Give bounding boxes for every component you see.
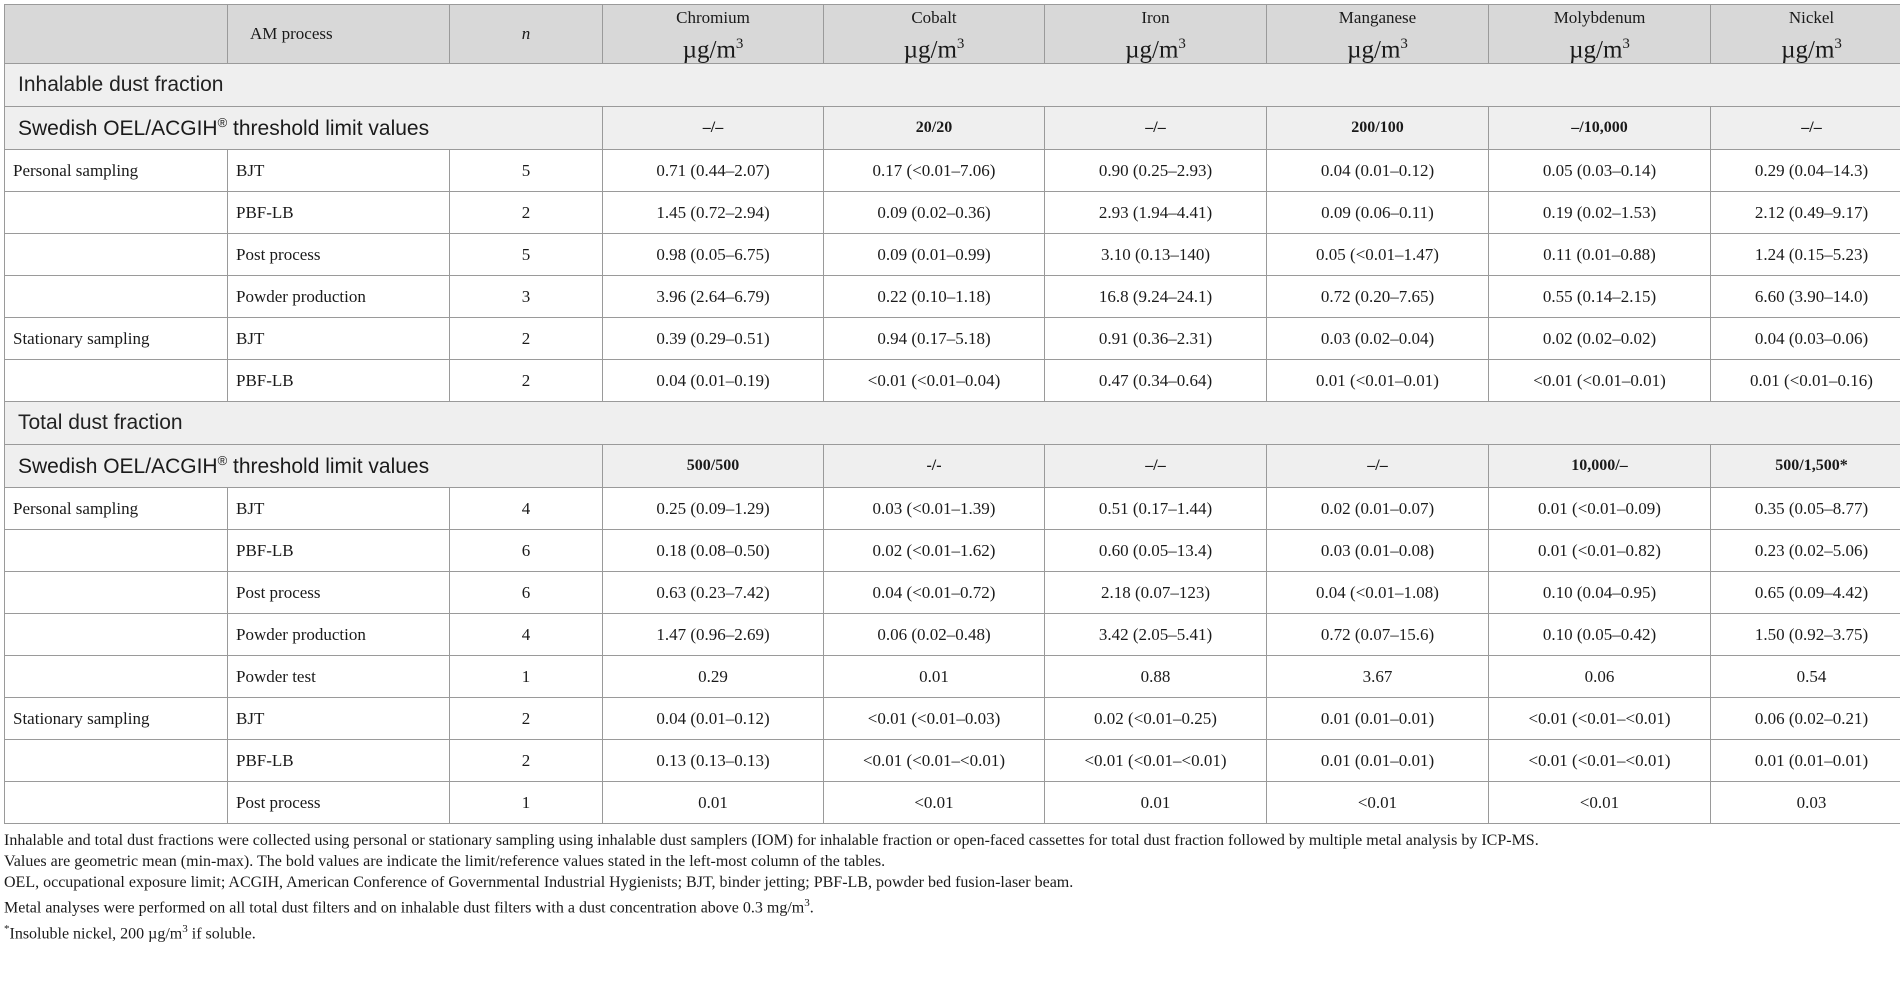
metal-value: 0.35 (0.05–8.77) [1711,488,1900,530]
header-row [5,5,1900,64]
table-row [5,150,1900,192]
table-row [5,572,1900,614]
metal-value: 0.05 (0.03–0.14) [1489,150,1711,192]
metal-value: 0.01 [824,656,1045,698]
header-metal-name: Molybdenum [1553,8,1646,27]
am-process: BJT [228,488,450,530]
metal-value: 3.42 (2.05–5.41) [1045,614,1267,656]
table-row [5,318,1900,360]
sampling-type: Personal sampling [5,488,228,530]
metal-value: <0.01 (<0.01–0.04) [824,360,1045,402]
metal-exposure-table [4,4,1900,824]
sample-count: 5 [450,150,603,192]
header-metal-name: Manganese [1338,8,1417,27]
metal-value: 1.50 (0.92–3.75) [1711,614,1900,656]
limit-label-text: Swedish OEL/ACGIH [18,455,218,479]
sampling-type: Stationary sampling [5,698,228,740]
table-row [5,698,1900,740]
metal-value: 0.01 (<0.01–0.09) [1489,488,1711,530]
metal-value: 2.12 (0.49–9.17) [1711,192,1900,234]
metal-value: 0.01 (0.01–0.01) [1267,740,1489,782]
table-row [5,276,1900,318]
metal-value: 0.17 (<0.01–7.06) [824,150,1045,192]
metal-value: 0.98 (0.05–6.75) [603,234,824,276]
header-empty [5,5,228,64]
metal-value: 0.03 [1711,782,1900,824]
footnote [4,872,1892,893]
metal-value: 1.47 (0.96–2.69) [603,614,824,656]
metal-value: 0.11 (0.01–0.88) [1489,234,1711,276]
header-n [450,5,603,64]
sampling-type [5,360,228,402]
footnote [4,919,1892,944]
am-process: BJT [228,150,450,192]
metal-value: 2.18 (0.07–123) [1045,572,1267,614]
footnote-text: OEL, occupational exposure limit; ACGIH, American Conference of Governmental Industrial Hygienists; BJT, binder jetting; PBF-LB, powder bed fusion-laser beam. [4,874,1074,892]
footnote-text: Inhalable and total dust fractions were collected using personal or stationary sampling using inhalable dust samplers (IOM) for inhalable fraction or open-faced cassettes for total dust fraction followed by multiple metal analysis by ICP-MS. [4,832,1539,850]
limit-value: –/– [603,107,824,150]
header-metal-unit: µg/m [1569,36,1623,64]
metal-value: 0.02 (0.01–0.07) [1267,488,1489,530]
metal-value: <0.01 [1489,782,1711,824]
metal-value: 0.54 [1711,656,1900,698]
limit-value: 200/100 [1267,107,1489,150]
header-iron [1045,5,1267,64]
metal-value: 0.90 (0.25–2.93) [1045,150,1267,192]
table-row [5,360,1900,402]
am-process: Post process [228,572,450,614]
sampling-type [5,192,228,234]
am-process: Powder production [228,276,450,318]
header-am-process: AM process [228,5,450,64]
metal-value: 0.88 [1045,656,1267,698]
header-metal-exp: 3 [956,36,965,52]
footnote-superscript: 3 [182,922,188,935]
metal-value: 0.29 (0.04–14.3) [1711,150,1900,192]
limit-value: –/– [1045,445,1267,488]
footnote [4,830,1892,851]
metal-value: 0.03 (0.02–0.04) [1267,318,1489,360]
sample-count: 2 [450,192,603,234]
sampling-type [5,740,228,782]
header-metal-unit: µg/m [1347,36,1401,64]
metal-value: 0.05 (<0.01–1.47) [1267,234,1489,276]
metal-value: 0.72 (0.20–7.65) [1267,276,1489,318]
metal-value: 0.19 (0.02–1.53) [1489,192,1711,234]
header-metal-name: Iron [1141,8,1170,27]
am-process: BJT [228,318,450,360]
table-row [5,782,1900,824]
header-manganese [1267,5,1489,64]
sample-count: 2 [450,698,603,740]
metal-value: 0.02 (<0.01–0.25) [1045,698,1267,740]
metal-value: 1.24 (0.15–5.23) [1711,234,1900,276]
header-chromium [603,5,824,64]
metal-value: 0.29 [603,656,824,698]
metal-value: 0.03 (0.01–0.08) [1267,530,1489,572]
am-process: PBF-LB [228,192,450,234]
metal-value: <0.01 (<0.01–0.03) [824,698,1045,740]
header-nickel [1711,5,1900,64]
metal-value: 0.13 (0.13–0.13) [603,740,824,782]
metal-value: 0.39 (0.29–0.51) [603,318,824,360]
metal-value: 0.06 (0.02–0.48) [824,614,1045,656]
sample-count: 6 [450,572,603,614]
sample-count: 6 [450,530,603,572]
table-row [5,234,1900,276]
header-metal-exp: 3 [735,36,744,52]
table-container [4,4,1892,944]
metal-value: 0.71 (0.44–2.07) [603,150,824,192]
metal-value: 0.03 (<0.01–1.39) [824,488,1045,530]
metal-value: 0.04 (0.03–0.06) [1711,318,1900,360]
header-n-label: n [521,24,531,44]
metal-value: 0.55 (0.14–2.15) [1489,276,1711,318]
metal-value: 0.72 (0.07–15.6) [1267,614,1489,656]
metal-value: 0.02 (0.02–0.02) [1489,318,1711,360]
header-metal-unit: µg/m [1125,36,1179,64]
sampling-type [5,572,228,614]
sample-count: 2 [450,360,603,402]
sampling-type [5,614,228,656]
table-row [5,530,1900,572]
table-row [5,656,1900,698]
header-metal-exp: 3 [1400,36,1408,52]
metal-value: 0.01 (<0.01–0.16) [1711,360,1900,402]
sample-count: 4 [450,614,603,656]
section-header-row [5,402,1900,445]
limit-value: –/– [1045,107,1267,150]
header-metal-unit: µg/m [903,36,957,64]
metal-value: 0.09 (0.01–0.99) [824,234,1045,276]
metal-value: 3.10 (0.13–140) [1045,234,1267,276]
metal-value: 0.22 (0.10–1.18) [824,276,1045,318]
sampling-type [5,276,228,318]
limit-value: 10,000/– [1489,445,1711,488]
metal-value: 0.09 (0.06–0.11) [1267,192,1489,234]
table-row [5,488,1900,530]
sample-count: 2 [450,318,603,360]
metal-value: <0.01 (<0.01–<0.01) [1489,698,1711,740]
metal-value: 0.10 (0.05–0.42) [1489,614,1711,656]
header-metal-unit: µg/m [682,36,736,64]
metal-value: 0.01 (0.01–0.01) [1711,740,1900,782]
metal-value: 0.18 (0.08–0.50) [603,530,824,572]
metal-value: 0.25 (0.09–1.29) [603,488,824,530]
limit-values-row [5,445,1900,488]
metal-value: 0.04 (0.01–0.12) [1267,150,1489,192]
header-metal-name: Chromium [676,8,750,27]
section-title: Inhalable dust fraction [5,64,1900,107]
sample-count: 2 [450,740,603,782]
am-process: PBF-LB [228,360,450,402]
metal-value: 0.63 (0.23–7.42) [603,572,824,614]
footnote [4,851,1892,872]
table-row [5,192,1900,234]
header-metal-name: Cobalt [911,8,957,27]
am-process: PBF-LB [228,740,450,782]
section-title: Total dust fraction [5,402,1900,445]
am-process: Powder production [228,614,450,656]
metal-value: 0.04 (0.01–0.19) [603,360,824,402]
sampling-type [5,782,228,824]
sampling-type [5,234,228,276]
limit-value: 500/500 [603,445,824,488]
sampling-type: Stationary sampling [5,318,228,360]
footnote-tail: if soluble. [187,924,256,942]
metal-value: 0.01 (<0.01–0.01) [1267,360,1489,402]
footnote-text: Metal analyses were performed on all total dust filters and on inhalable dust filters with a dust concentration above 0.3 mg/m [4,899,805,917]
metal-value: 0.02 (<0.01–1.62) [824,530,1045,572]
footnote-superscript: 3 [804,897,810,910]
am-process: Post process [228,782,450,824]
metal-value: 0.23 (0.02–5.06) [1711,530,1900,572]
header-metal-name: Nickel [1788,8,1835,27]
metal-value: 0.65 (0.09–4.42) [1711,572,1900,614]
table-body [5,64,1900,824]
am-process: Post process [228,234,450,276]
sample-count: 3 [450,276,603,318]
sample-count: 1 [450,656,603,698]
limit-value: –/– [1267,445,1489,488]
limit-label-text: Swedish OEL/ACGIH [18,117,218,141]
footnote-text: Values are geometric mean (min-max). The bold values are indicate the limit/reference values stated in the left-most column of the tables. [4,853,886,871]
footnote-text: Insoluble nickel, 200 µg/m [9,924,183,942]
limit-value: –/10,000 [1489,107,1711,150]
metal-value: 0.01 [603,782,824,824]
limit-value: 20/20 [824,107,1045,150]
limit-values-row [5,107,1900,150]
metal-value: 0.01 (0.01–0.01) [1267,698,1489,740]
am-process: BJT [228,698,450,740]
metal-value: 0.04 (0.01–0.12) [603,698,824,740]
metal-value: 0.60 (0.05–13.4) [1045,530,1267,572]
header-metal-unit: µg/m [1781,36,1835,64]
metal-value: 0.51 (0.17–1.44) [1045,488,1267,530]
metal-value: <0.01 (<0.01–<0.01) [1045,740,1267,782]
sample-count: 4 [450,488,603,530]
metal-value: 0.06 [1489,656,1711,698]
metal-value: 0.01 [1045,782,1267,824]
metal-value: <0.01 (<0.01–<0.01) [1489,740,1711,782]
metal-value: 0.06 (0.02–0.21) [1711,698,1900,740]
metal-value: 16.8 (9.24–24.1) [1045,276,1267,318]
metal-value: 3.96 (2.64–6.79) [603,276,824,318]
header-molybdenum [1489,5,1711,64]
metal-value: <0.01 [824,782,1045,824]
header-metal-exp: 3 [1834,36,1842,52]
metal-value: 2.93 (1.94–4.41) [1045,192,1267,234]
metal-value: <0.01 (<0.01–<0.01) [824,740,1045,782]
table-row [5,614,1900,656]
footnote-tail: . [809,899,814,917]
sampling-type [5,530,228,572]
metal-value: 0.10 (0.04–0.95) [1489,572,1711,614]
metal-value: 0.09 (0.02–0.36) [824,192,1045,234]
registered-mark: ® [217,453,228,469]
metal-value: 1.45 (0.72–2.94) [603,192,824,234]
limit-label [5,445,603,488]
sample-count: 1 [450,782,603,824]
metal-value: 6.60 (3.90–14.0) [1711,276,1900,318]
sampling-type [5,656,228,698]
limit-value: –/– [1711,107,1900,150]
sample-count: 5 [450,234,603,276]
am-process: Powder test [228,656,450,698]
table-footnotes [4,830,1892,944]
metal-value: 0.04 (<0.01–1.08) [1267,572,1489,614]
sampling-type: Personal sampling [5,150,228,192]
header-metal-exp: 3 [1622,36,1630,52]
table-row [5,740,1900,782]
limit-value: -/- [824,445,1045,488]
limit-label-suffix: threshold limit values [227,117,430,141]
metal-value: 0.47 (0.34–0.64) [1045,360,1267,402]
metal-value: <0.01 [1267,782,1489,824]
footnote [4,893,1892,918]
limit-value: 500/1,500* [1711,445,1900,488]
am-process: PBF-LB [228,530,450,572]
metal-value: 0.04 (<0.01–0.72) [824,572,1045,614]
metal-value: 0.01 (<0.01–0.82) [1489,530,1711,572]
footnote-marker: * [4,922,10,935]
metal-value: 0.91 (0.36–2.31) [1045,318,1267,360]
metal-value: <0.01 (<0.01–0.01) [1489,360,1711,402]
registered-mark: ® [217,115,228,131]
metal-value: 0.94 (0.17–5.18) [824,318,1045,360]
header-cobalt [824,5,1045,64]
section-header-row [5,64,1900,107]
limit-label [5,107,603,150]
header-metal-exp: 3 [1178,36,1186,52]
metal-value: 3.67 [1267,656,1489,698]
limit-label-suffix: threshold limit values [227,455,430,479]
